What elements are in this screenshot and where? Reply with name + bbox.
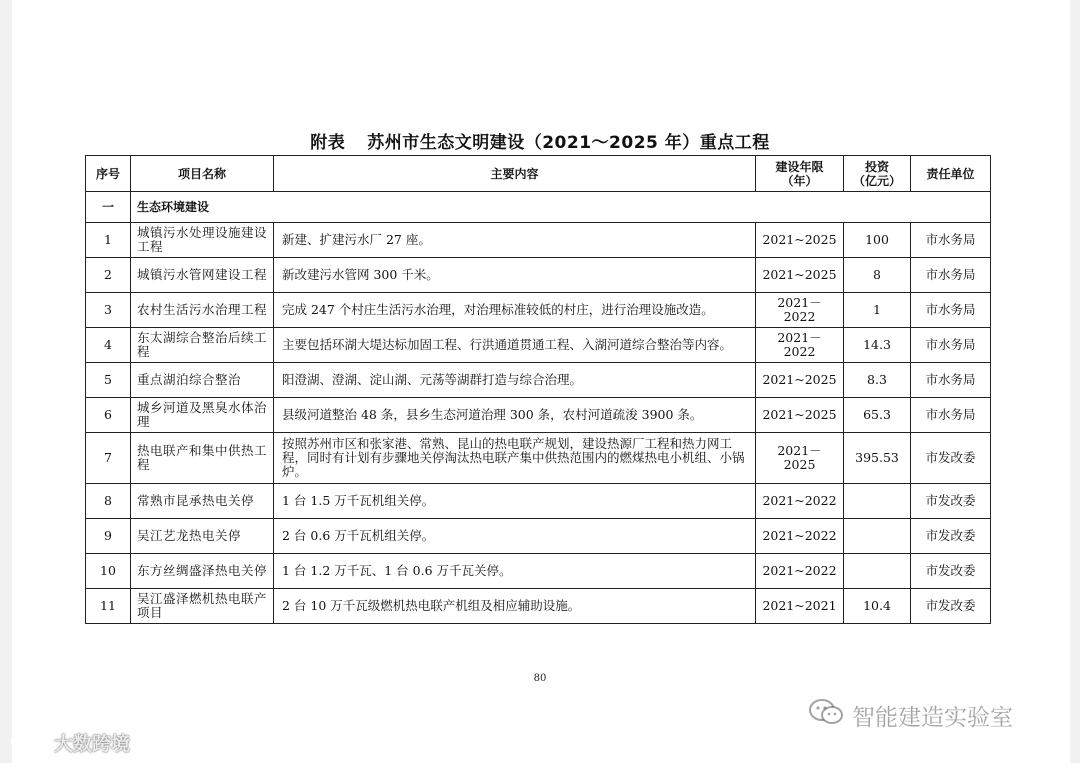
table-row [86, 589, 991, 624]
row-content: 1 台 1.2 万千瓦、1 台 0.6 万千瓦关停。 [274, 554, 756, 589]
row-years: 2021－2022 [756, 328, 844, 363]
row-investment: 1 [844, 293, 911, 328]
row-content: 新建、扩建污水厂 27 座。 [274, 223, 756, 258]
row-investment: 395.53 [844, 433, 911, 484]
header-content: 主要内容 [274, 156, 756, 192]
section-label: 生态环境建设 [131, 192, 991, 223]
row-investment: 8.3 [844, 363, 911, 398]
table-row [86, 484, 991, 519]
row-project-name: 城乡河道及黑臭水体治理 [131, 398, 274, 433]
row-project-name: 吴江盛泽燃机热电联产项目 [131, 589, 274, 624]
row-years: 2021~2022 [756, 554, 844, 589]
table-header-row [86, 156, 991, 192]
row-unit: 市水务局 [911, 398, 991, 433]
row-investment: 8 [844, 258, 911, 293]
row-years: 2021－2022 [756, 293, 844, 328]
row-no: 6 [86, 398, 131, 433]
watermark-right-text: 智能建造实验室 [852, 704, 1013, 731]
row-content: 按照苏州市区和张家港、常熟、昆山的热电联产规划，建设热源厂工程和热力网工程，同时有计划有步骤地关停淘汰热电联产集中供热范围内的燃煤热电小机组、小锅炉。 [274, 433, 756, 484]
row-unit: 市水务局 [911, 293, 991, 328]
row-investment [844, 554, 911, 589]
header-investment: 投资 （亿元） [844, 156, 911, 192]
header-no: 序号 [86, 156, 131, 192]
wechat-icon [808, 698, 844, 732]
row-unit: 市发改委 [911, 589, 991, 624]
row-project-name: 吴江艺龙热电关停 [131, 519, 274, 554]
table-row [86, 519, 991, 554]
row-no: 10 [86, 554, 131, 589]
row-unit: 市发改委 [911, 433, 991, 484]
row-no: 5 [86, 363, 131, 398]
row-content: 县级河道整治 48 条，县乡生态河道治理 300 条，农村河道疏浚 3900 条。 [274, 398, 756, 433]
row-years: 2021~2022 [756, 484, 844, 519]
row-project-name: 农村生活污水治理工程 [131, 293, 274, 328]
row-unit: 市水务局 [911, 363, 991, 398]
row-years: 2021~2025 [756, 363, 844, 398]
table-row [86, 223, 991, 258]
table-row [86, 433, 991, 484]
row-investment [844, 519, 911, 554]
row-content: 阳澄湖、澄湖、淀山湖、元荡等湖群打造与综合治理。 [274, 363, 756, 398]
row-no: 4 [86, 328, 131, 363]
row-no: 2 [86, 258, 131, 293]
row-years: 2021~2025 [756, 223, 844, 258]
row-unit: 市水务局 [911, 223, 991, 258]
page-edge-left [0, 0, 12, 763]
row-no: 8 [86, 484, 131, 519]
row-years: 2021~2025 [756, 258, 844, 293]
row-unit: 市水务局 [911, 258, 991, 293]
section-row [86, 192, 991, 223]
header-name: 项目名称 [131, 156, 274, 192]
row-no: 1 [86, 223, 131, 258]
row-project-name: 热电联产和集中供热工程 [131, 433, 274, 484]
row-content: 新改建污水管网 300 千米。 [274, 258, 756, 293]
page-title [0, 128, 1080, 153]
row-content: 1 台 1.5 万千瓦机组关停。 [274, 484, 756, 519]
row-years: 2021~2021 [756, 589, 844, 624]
brand-logo-icon [10, 728, 50, 757]
table-row [86, 363, 991, 398]
table-row [86, 258, 991, 293]
row-no: 11 [86, 589, 131, 624]
watermark-left [10, 728, 130, 756]
row-content: 2 台 0.6 万千瓦机组关停。 [274, 519, 756, 554]
row-unit: 市发改委 [911, 519, 991, 554]
row-project-name: 城镇污水处理设施建设工程 [131, 223, 274, 258]
row-investment: 14.3 [844, 328, 911, 363]
header-years: 建设年限 （年） [756, 156, 844, 192]
row-content: 2 台 10 万千瓦级燃机热电联产机组及相应辅助设施。 [274, 589, 756, 624]
page-number: 80 [533, 673, 547, 684]
row-project-name: 东太湖综合整治后续工程 [131, 328, 274, 363]
header-unit: 责任单位 [911, 156, 991, 192]
row-years: 2021－2025 [756, 433, 844, 484]
watermark-right [808, 698, 1013, 732]
row-project-name: 重点湖泊综合整治 [131, 363, 274, 398]
row-unit: 市水务局 [911, 328, 991, 363]
watermark-left-text: 大数跨境 [54, 732, 131, 755]
row-no: 7 [86, 433, 131, 484]
section-no: 一 [86, 192, 131, 223]
table-row [86, 398, 991, 433]
row-project-name: 东方丝绸盛泽热电关停 [131, 554, 274, 589]
row-no: 9 [86, 519, 131, 554]
row-investment [844, 484, 911, 519]
projects-table [85, 155, 991, 624]
table-row [86, 328, 991, 363]
row-no: 3 [86, 293, 131, 328]
row-investment: 100 [844, 223, 911, 258]
row-investment: 10.4 [844, 589, 911, 624]
row-content: 完成 247 个村庄生活污水治理，对治理标准较低的村庄，进行治理设施改造。 [274, 293, 756, 328]
row-project-name: 城镇污水管网建设工程 [131, 258, 274, 293]
row-unit: 市发改委 [911, 484, 991, 519]
row-years: 2021~2022 [756, 519, 844, 554]
title-main: 苏州市生态文明建设（2021～2025 年）重点工程 [367, 133, 770, 153]
title-prefix: 附表 [310, 133, 346, 153]
row-content: 主要包括环湖大堤达标加固工程、行洪通道贯通工程、入湖河道综合整治等内容。 [274, 328, 756, 363]
row-project-name: 常熟市昆承热电关停 [131, 484, 274, 519]
table-row [86, 293, 991, 328]
row-investment: 65.3 [844, 398, 911, 433]
row-years: 2021~2025 [756, 398, 844, 433]
table-row [86, 554, 991, 589]
page-edge-right [1070, 0, 1080, 763]
row-unit: 市发改委 [911, 554, 991, 589]
